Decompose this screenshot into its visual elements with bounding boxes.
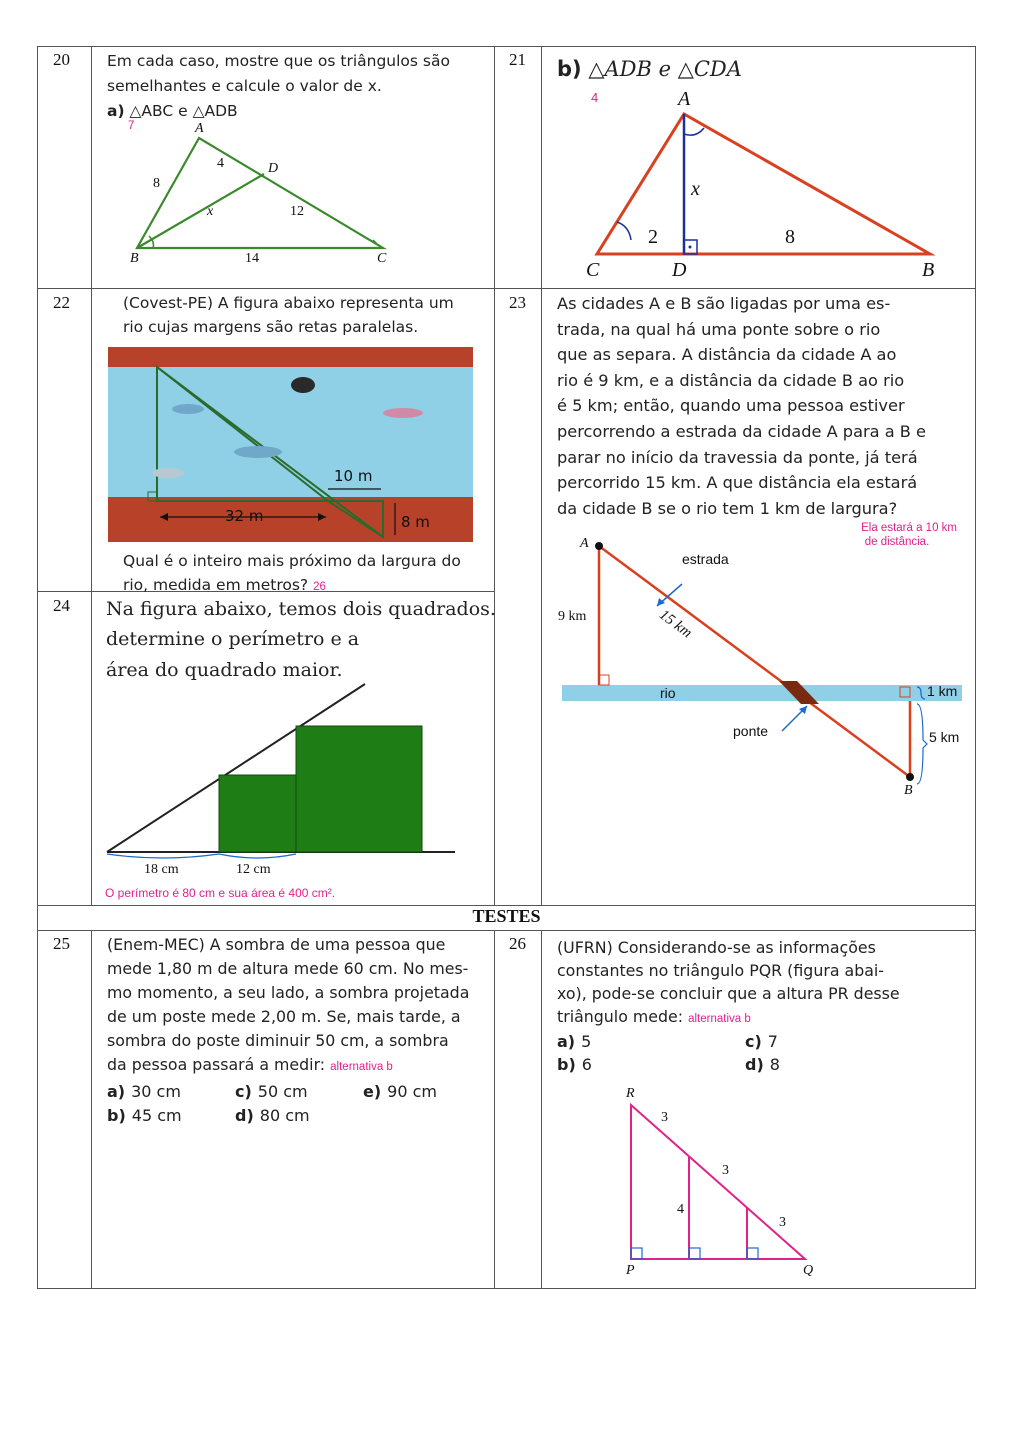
q26-line-1: (UFRN) Considerando-se as informações [557, 938, 876, 957]
question-number-26: 26 [509, 934, 526, 953]
q23-line-8: percorrido 15 km. A que distância ela estará [557, 473, 918, 493]
q25-option-a[interactable] [107, 1082, 181, 1101]
q20-text-line1: Em cada caso, mostre que os triângulos são [107, 52, 450, 70]
q22-label-32m: 32 m [225, 507, 264, 525]
q21-label-D: D [672, 259, 687, 281]
q25-option-c-letter: c) [235, 1082, 252, 1101]
q25-line-2: mede 1,80 m de altura mede 60 cm. No mes- [107, 959, 469, 978]
q23-label-rio: rio [660, 685, 676, 701]
q26-label-side3: 3 [779, 1215, 786, 1230]
q21-label-x: x [691, 178, 700, 200]
question-number-20: 20 [53, 50, 70, 69]
q22-text-line1: (Covest-PE) A figura abaixo representa um [123, 294, 454, 312]
border-top [37, 46, 976, 47]
section-title-testes: TESTES [472, 906, 541, 926]
q25-option-e-text: 90 cm [387, 1082, 437, 1101]
q25-option-b-text: 45 cm [131, 1106, 182, 1125]
q22-answer: 26 [313, 581, 326, 593]
q22-label-8m: 8 m [401, 513, 430, 531]
q26-option-b-letter: b) [557, 1055, 576, 1074]
question-number-23: 23 [509, 293, 526, 312]
q23-line-6: percorrendo a estrada da cidade A para a B e [557, 421, 926, 441]
q26-option-b-text: 6 [581, 1055, 592, 1074]
q26-label-side2: 3 [722, 1163, 729, 1178]
q25-line-6 [107, 1053, 469, 1079]
exercise-sheet [37, 46, 976, 1289]
q20-label-dc: 12 [290, 204, 304, 219]
q23-line-3: que as separa. A distância da cidade A ao [557, 345, 897, 365]
q25-option-d[interactable] [235, 1106, 310, 1125]
q25-option-c-text: 50 cm [257, 1082, 308, 1101]
q23-label-estrada: estrada [682, 551, 729, 567]
q20-answer: 7 [128, 120, 135, 132]
q20-label-D: D [268, 161, 279, 176]
q26-triangle-figure [627, 1101, 817, 1271]
q26-option-c-text: 7 [767, 1032, 778, 1051]
q23-line-4: rio é 9 km, e a distância da cidade B ao rio [557, 370, 905, 390]
q21-item-letter: b) [557, 57, 582, 81]
q25-line-5: sombra do poste diminuir 50 cm, a sombra [107, 1031, 449, 1050]
q23-answer-line2: de distância. [864, 536, 930, 548]
q26-line-4 [557, 1005, 900, 1031]
q26-answer: alternativa b [688, 1013, 751, 1025]
q26-line-3: xo), pode-se concluir que a altura PR desse [557, 984, 900, 1003]
border-right [975, 46, 976, 1289]
q25-option-b-letter: b) [107, 1106, 126, 1125]
divider-middle-top [494, 46, 495, 905]
border-left [37, 46, 38, 1289]
q25-answer: alternativa b [330, 1061, 393, 1073]
q21-label-A: A [678, 88, 691, 110]
q23-label-B: B [904, 783, 913, 798]
q25-option-c[interactable] [235, 1082, 308, 1101]
divider-numcol-right-top [541, 46, 542, 905]
q25-option-e-letter: e) [363, 1082, 382, 1101]
q20-label-ad: 4 [217, 156, 224, 171]
question-number-21: 21 [509, 50, 526, 69]
q26-option-a[interactable] [557, 1032, 591, 1051]
q21-label-B: B [922, 259, 935, 281]
q23-label-15km: 15 km [656, 606, 695, 642]
q26-line-2: constantes no triângulo PQR (figura abai- [557, 961, 885, 980]
q25-option-d-text: 80 cm [259, 1106, 310, 1125]
q21-label-C: C [586, 259, 600, 281]
q25-text [107, 933, 469, 1079]
q24-line3: área do quadrado maior. [106, 659, 343, 681]
q26-option-d[interactable] [745, 1055, 780, 1074]
row-divider-4 [37, 930, 976, 931]
q24-squares-figure [105, 682, 460, 862]
q26-label-P: P [626, 1263, 635, 1278]
q26-option-a-text: 5 [581, 1032, 592, 1051]
q23-label-ponte: ponte [733, 723, 769, 739]
q23-line-1: As cidades A e B são ligadas por uma es- [557, 294, 891, 313]
q25-option-d-letter: d) [235, 1106, 254, 1125]
row-divider-1 [37, 288, 976, 289]
q25-line-1: (Enem-MEC) A sombra de uma pessoa que [107, 935, 446, 954]
question-number-22: 22 [53, 293, 70, 312]
q24-label-12cm: 12 cm [236, 862, 271, 877]
q23-line-2: trada, na qual há uma ponte sobre o rio [557, 319, 881, 339]
divider-middle-bottom [494, 930, 495, 1289]
q26-option-c[interactable] [745, 1032, 778, 1051]
q26-last-line: triângulo mede: [557, 1007, 684, 1026]
q22-label-10m: 10 m [334, 467, 373, 485]
question-number-24: 24 [53, 596, 70, 615]
q25-line-4: de um poste mede 2,00 m. Se, mais tarde, a [107, 1007, 461, 1026]
q21-label-db: 8 [785, 226, 795, 248]
q21-item [557, 54, 742, 84]
q20-label-ab: 8 [153, 176, 160, 191]
q20-label-bc: 14 [245, 251, 259, 266]
q25-option-e[interactable] [363, 1082, 437, 1101]
q25-option-a-text: 30 cm [131, 1082, 181, 1101]
q20-item [107, 99, 238, 124]
question-number-25: 25 [53, 934, 70, 953]
q20-label-x: x [207, 204, 214, 219]
q20-label-C: C [377, 251, 387, 266]
q23-label-1km: 1 km [927, 683, 958, 699]
q24-line2: determine o perímetro e a [106, 628, 360, 650]
q23-text [557, 291, 926, 521]
q26-option-b[interactable] [557, 1055, 592, 1074]
q22-text-line2: rio cujas margens são retas paralelas. [123, 318, 419, 336]
q26-option-c-letter: c) [745, 1032, 762, 1051]
divider-numcol-right-bottom [541, 930, 542, 1289]
q26-label-side1: 3 [661, 1110, 668, 1125]
q20-label-A: A [195, 121, 204, 136]
divider-numcol-left-bottom [91, 930, 92, 1289]
q20-item-label: △ABC e △ADB [129, 102, 238, 120]
q26-label-R: R [626, 1086, 635, 1101]
q25-option-b[interactable] [107, 1106, 182, 1125]
divider-numcol-left-top [91, 46, 92, 905]
q20-item-letter: a) [107, 102, 125, 120]
q23-line-5: é 5 km; então, quando uma pessoa estiver [557, 396, 905, 416]
q26-text [557, 936, 900, 1031]
q20-label-B: B [130, 251, 139, 266]
q23-label-5km: 5 km [929, 729, 960, 745]
q23-line-7: parar no início da travessia da ponte, já terá [557, 447, 918, 467]
q23-road-figure [557, 536, 967, 816]
q23-answer-line1: Ela estará a 10 km [861, 522, 957, 534]
q24-answer: O perímetro é 80 cm e sua área é 400 cm². [105, 886, 336, 900]
q20-text-line2: semelhantes e calcule o valor de x. [107, 77, 382, 95]
q25-option-a-letter: a) [107, 1082, 126, 1101]
border-bottom [37, 1288, 976, 1289]
q24-label-18cm: 18 cm [144, 862, 179, 877]
q26-option-a-letter: a) [557, 1032, 576, 1051]
q23-line-9: da cidade B se o rio tem 1 km de largura? [557, 498, 898, 518]
q26-option-d-letter: d) [745, 1055, 764, 1074]
q25-line-3: mo momento, a seu lado, a sombra projetada [107, 983, 470, 1002]
q21-item-label: △ADB e △CDA [588, 57, 742, 81]
q26-label-Q: Q [803, 1263, 814, 1278]
q22-question-line2: rio, medida em metros? [123, 576, 309, 594]
q26-label-height: 4 [677, 1202, 684, 1217]
q23-label-9km: 9 km [558, 609, 587, 624]
q20-triangle-figure [127, 136, 397, 266]
q25-last-line: da pessoa passará a medir: [107, 1055, 326, 1074]
q23-label-A: A [580, 536, 589, 551]
q24-line1: Na figura abaixo, temos dois quadrados. [106, 598, 496, 620]
q21-label-cd: 2 [648, 226, 658, 248]
q26-option-d-text: 8 [769, 1055, 780, 1074]
q22-question-line1: Qual é o inteiro mais próximo da largura do [123, 552, 461, 570]
q21-answer: 4 [591, 90, 599, 105]
